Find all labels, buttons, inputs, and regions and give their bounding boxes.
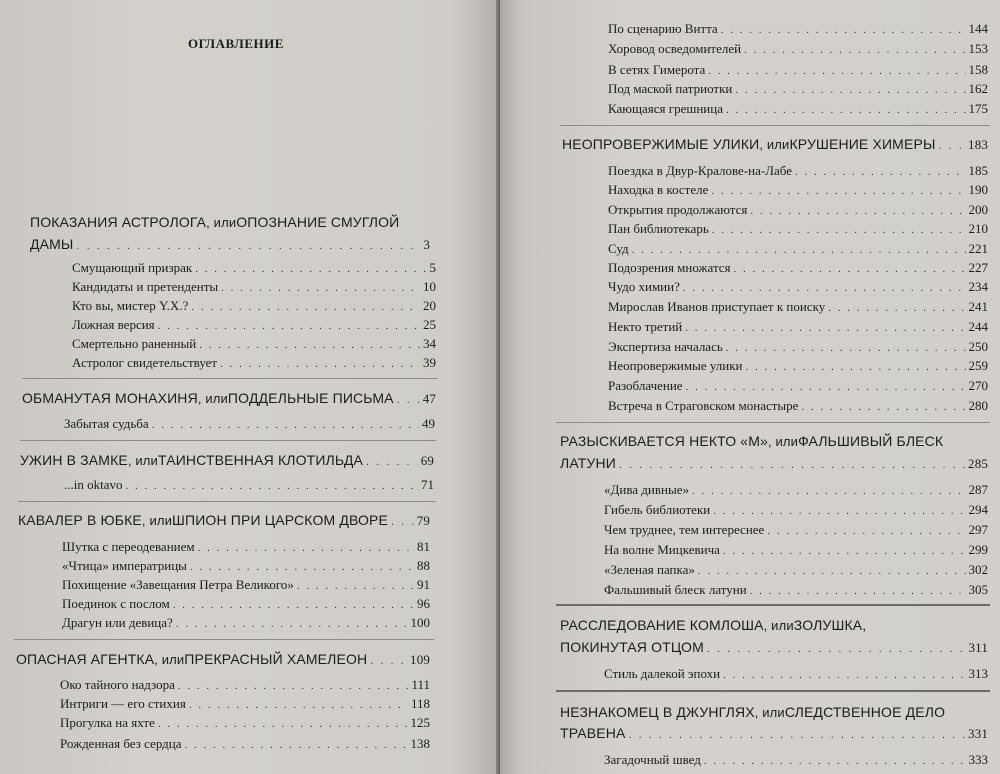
leader-dots xyxy=(185,740,408,751)
chapter-7-entry xyxy=(560,456,988,471)
toc-entry xyxy=(608,63,988,77)
entry-title: Драгун или девица? xyxy=(62,615,173,630)
chapter-3-title-a: УЖИН В ЗАМКЕ xyxy=(20,452,128,468)
leader-dots xyxy=(297,581,414,592)
leader-dots xyxy=(828,303,965,314)
toc-entry xyxy=(608,22,988,36)
entry-title: Чем труднее, тем интереснее xyxy=(604,522,765,537)
chapter-9-title-line1 xyxy=(560,705,988,719)
entry-page: 200 xyxy=(968,202,988,217)
entry-title: Некто третий xyxy=(608,319,683,334)
entry-title: ...in oktavo xyxy=(64,477,123,492)
chapter-4-title-b: ШПИОН ПРИ ЦАРСКОМ ДВОРЕ xyxy=(172,512,389,528)
chapter-5-page: 109 xyxy=(410,652,430,667)
chapter-2-entry xyxy=(22,391,436,406)
entry-page: 71 xyxy=(421,477,434,492)
toc-entry xyxy=(608,82,988,96)
chapter-8-title-a: РАССЛЕДОВАНИЕ КОМЛОША xyxy=(560,617,764,633)
chapter-3-ili: , или xyxy=(127,453,158,468)
toc-entry xyxy=(608,183,988,197)
toc-entry xyxy=(608,300,988,314)
toc-entry xyxy=(604,543,988,557)
entry-page: 299 xyxy=(968,542,988,557)
entry-title: На волне Мицкевича xyxy=(604,542,720,557)
entry-page: 153 xyxy=(968,41,988,56)
entry-page: 162 xyxy=(968,81,988,96)
section-rule xyxy=(556,422,990,423)
entry-title: «Чтица» императрицы xyxy=(62,558,187,573)
leader-dots xyxy=(628,730,965,741)
toc-entry xyxy=(60,697,430,711)
leader-dots xyxy=(686,382,966,393)
entry-page: 227 xyxy=(968,260,988,275)
leader-dots xyxy=(176,619,408,630)
entry-page: 313 xyxy=(968,666,988,681)
leader-dots xyxy=(221,283,420,294)
entry-page: 81 xyxy=(417,539,430,554)
leader-dots xyxy=(744,45,965,56)
toc-entry xyxy=(604,503,988,517)
toc-entry xyxy=(608,242,988,256)
entry-page: 190 xyxy=(968,182,988,197)
toc-entry xyxy=(608,102,988,116)
entry-page: 185 xyxy=(968,163,988,178)
entry-title: Кто вы, мистер Y.X.? xyxy=(72,298,189,313)
chapter-8-title-b: ЗОЛУШКА, xyxy=(793,617,867,633)
entry-page: 34 xyxy=(423,336,436,351)
chapter-6-title-b: КРУШЕНИЕ ХИМЕРЫ xyxy=(789,136,936,152)
leader-dots xyxy=(723,546,966,557)
chapter-9-title-a: НЕЗНАКОМЕЦ В ДЖУНГЛЯХ xyxy=(560,704,755,720)
entry-title: Кающаяся грешница xyxy=(608,101,723,116)
entry-title: Кандидаты и претенденты xyxy=(72,279,219,294)
chapter-4-ili: , или xyxy=(141,513,173,528)
entry-page: 244 xyxy=(968,319,988,334)
section-rule xyxy=(556,690,990,692)
leader-dots xyxy=(178,681,409,692)
entry-title: По сценарию Витта xyxy=(608,21,718,36)
entry-title: Поединок с послом xyxy=(62,596,170,611)
chapter-9-title-b: СЛЕДСТВЕННОЕ ДЕЛО xyxy=(784,704,946,720)
entry-page: 302 xyxy=(968,562,988,577)
toc-entry xyxy=(72,337,436,351)
chapter-1-entry xyxy=(30,237,430,252)
entry-page: 333 xyxy=(968,752,988,767)
leader-dots xyxy=(199,340,420,351)
entry-title: Пан библиотекарь xyxy=(608,221,709,236)
entry-title: Фальшивый блеск латуни xyxy=(604,582,747,597)
leader-dots xyxy=(391,517,414,528)
entry-page: 158 xyxy=(968,62,988,77)
leader-dots xyxy=(632,245,966,256)
chapter-1-ili: , или xyxy=(206,215,237,230)
entry-page: 91 xyxy=(417,577,430,592)
chapter-9-entry xyxy=(560,726,988,741)
toc-entry xyxy=(608,222,988,236)
entry-page: 241 xyxy=(968,299,988,314)
leader-dots xyxy=(704,756,966,767)
toc-entry xyxy=(72,299,436,313)
entry-page: 138 xyxy=(410,736,430,751)
toc-entry xyxy=(72,261,436,275)
entry-page: 25 xyxy=(423,317,436,332)
entry-title: Интриги — его стихия xyxy=(60,696,186,711)
entry-page: 221 xyxy=(968,241,988,256)
leader-dots xyxy=(191,302,420,313)
entry-page: 297 xyxy=(968,522,988,537)
chapter-2-page: 47 xyxy=(422,391,436,406)
toc-entry xyxy=(604,753,988,767)
entry-title: Астролог свидетельствует xyxy=(72,355,218,370)
leader-dots xyxy=(698,566,966,577)
leader-dots xyxy=(801,402,965,413)
chapter-4-page: 79 xyxy=(416,513,430,528)
leader-dots xyxy=(726,343,966,354)
chapter-1-title-line1 xyxy=(30,215,410,229)
entry-page: 10 xyxy=(423,279,436,294)
chapter-9-ili: , или xyxy=(754,705,785,720)
toc-entry xyxy=(72,318,436,332)
chapter-3-entry xyxy=(20,453,434,468)
toc-entry xyxy=(608,320,988,334)
leader-dots xyxy=(723,670,965,681)
entry-title: Стиль далекой эпохи xyxy=(604,666,721,681)
chapter-9-page: 331 xyxy=(968,726,988,741)
leader-dots xyxy=(152,420,419,431)
chapter-1-title-b2: ДАМЫ xyxy=(30,236,74,252)
toc-entry xyxy=(608,42,988,56)
chapter-5-entry xyxy=(16,652,430,667)
toc-entry xyxy=(608,261,988,275)
leader-dots xyxy=(938,141,965,152)
toc-entry xyxy=(608,399,988,413)
entry-title: Разоблачение xyxy=(608,378,683,393)
entry-title: Загадочный швед xyxy=(604,752,701,767)
entry-title: Находка в костеле xyxy=(608,182,709,197)
entry-page: 5 xyxy=(429,260,436,275)
entry-title: Рожденная без сердца xyxy=(60,736,182,751)
entry-title: Око тайного надзора xyxy=(60,677,175,692)
entry-page: 280 xyxy=(968,398,988,413)
chapter-8-page: 311 xyxy=(968,640,988,655)
chapter-7-title-b: ФАЛЬШИВЫЙ БЛЕСК xyxy=(798,433,944,449)
leader-dots xyxy=(195,264,426,275)
chapter-6-ili: , или xyxy=(759,137,790,152)
leader-dots xyxy=(619,460,965,471)
entry-title: «Дива дивные» xyxy=(604,482,689,497)
toc-entry xyxy=(62,578,430,592)
chapter-5-title-a: ОПАСНАЯ АГЕНТКА xyxy=(16,651,155,667)
entry-page: 210 xyxy=(968,221,988,236)
leader-dots xyxy=(366,457,418,468)
chapter-1-title-b: ОПОЗНАНИЕ СМУГЛОЙ xyxy=(236,214,400,230)
entry-page: 111 xyxy=(411,677,430,692)
entry-title: Встреча в Страговском монастыре xyxy=(608,398,799,413)
entry-title: Открытия продолжаются xyxy=(608,202,748,217)
entry-page: 39 xyxy=(423,355,436,370)
leader-dots xyxy=(734,264,966,275)
chapter-7-title-a: РАЗЫСКИВАЕТСЯ НЕКТО «М» xyxy=(560,433,768,449)
entry-page: 88 xyxy=(417,558,430,573)
leader-dots xyxy=(198,543,414,554)
entry-title: В сетях Гимерота xyxy=(608,62,706,77)
entry-page: 270 xyxy=(968,378,988,393)
chapter-5-title-b: ПРЕКРАСНЫЙ ХАМЕЛЕОН xyxy=(184,651,368,667)
entry-title: Ложная версия xyxy=(72,317,155,332)
entry-page: 175 xyxy=(968,101,988,116)
leader-dots xyxy=(712,225,966,236)
entry-page: 287 xyxy=(968,482,988,497)
entry-title: Смертельно раненный xyxy=(72,336,197,351)
entry-title: Смущающий призрак xyxy=(72,260,193,275)
toc-entry xyxy=(60,678,430,692)
toc-entry xyxy=(62,616,430,630)
chapter-3-page: 69 xyxy=(420,453,434,468)
toc-entry xyxy=(64,478,434,492)
toc-entry xyxy=(72,280,436,294)
chapter-6-title-a: НЕОПРОВЕРЖИМЫЕ УЛИКИ xyxy=(562,136,760,152)
section-rule xyxy=(20,440,436,441)
entry-title: Чудо химии? xyxy=(608,279,680,294)
chapter-6-page: 183 xyxy=(968,137,988,152)
leader-dots xyxy=(707,644,966,655)
entry-title: Прогулка на яхте xyxy=(60,715,155,730)
toc-entry xyxy=(608,164,988,178)
entry-title: Забытая судьба xyxy=(64,416,149,431)
section-rule xyxy=(560,125,990,126)
right-page xyxy=(500,0,1000,774)
entry-page: 49 xyxy=(422,416,435,431)
chapter-7-ili: , или xyxy=(767,434,799,449)
leader-dots xyxy=(685,323,965,334)
toc-entry xyxy=(62,540,430,554)
chapter-8-title-line1 xyxy=(560,618,988,632)
leader-dots xyxy=(735,85,965,96)
entry-page: 294 xyxy=(968,502,988,517)
toc-entry xyxy=(62,559,430,573)
leader-dots xyxy=(683,283,966,294)
toc-entry xyxy=(608,379,988,393)
toc-entry xyxy=(608,340,988,354)
leader-dots xyxy=(158,321,420,332)
entry-page: 20 xyxy=(423,298,436,313)
chapter-2-ili: , или xyxy=(197,391,228,406)
leader-dots xyxy=(795,167,966,178)
leader-dots xyxy=(746,362,966,373)
entry-page: 259 xyxy=(968,358,988,373)
entry-title: Гибель библиотеки xyxy=(604,502,711,517)
chapter-3-title-b: ТАИНСТВЕННАЯ КЛОТИЛЬДА xyxy=(157,452,364,468)
leader-dots xyxy=(190,562,414,573)
entry-page: 100 xyxy=(410,615,430,630)
entry-title: Под маской патриотки xyxy=(608,81,733,96)
leader-dots xyxy=(158,719,408,730)
leader-dots xyxy=(708,66,965,77)
leader-dots xyxy=(750,206,965,217)
leader-dots xyxy=(726,105,966,116)
entry-title: Поездка в Двур-Кралове-на-Лабе xyxy=(608,163,792,178)
toc-entry xyxy=(604,667,988,681)
leader-dots xyxy=(220,359,420,370)
toc-entry xyxy=(604,563,988,577)
chapter-8-ili: , или xyxy=(763,618,794,633)
section-rule xyxy=(14,639,434,640)
entry-page: 250 xyxy=(968,339,988,354)
toc-entry xyxy=(604,583,988,597)
toc-entry xyxy=(604,483,988,497)
leader-dots xyxy=(173,600,414,611)
leader-dots xyxy=(713,506,965,517)
entry-page: 144 xyxy=(968,21,988,36)
entry-page: 125 xyxy=(410,715,430,730)
chapter-8-entry xyxy=(560,640,988,655)
chapter-5-ili: , или xyxy=(154,652,185,667)
leader-dots xyxy=(126,481,419,492)
leader-dots xyxy=(711,186,965,197)
chapter-1-title-a: ПОКАЗАНИЯ АСТРОЛОГА xyxy=(30,214,207,230)
leader-dots xyxy=(692,486,966,497)
chapter-8-title-b2: ПОКИНУТАЯ ОТЦОМ xyxy=(560,639,704,655)
chapter-4-title-a: КАВАЛЕР В ЮБКЕ xyxy=(18,512,142,528)
chapter-1-page: 3 xyxy=(423,237,430,252)
leader-dots xyxy=(189,700,408,711)
toc-entry xyxy=(608,359,988,373)
leader-dots xyxy=(767,526,965,537)
entry-title: Неопровержимые улики xyxy=(608,358,743,373)
entry-page: 118 xyxy=(410,696,430,711)
entry-title: Мирослав Иванов приступает к поиску xyxy=(608,299,826,314)
entry-title: Хоровод осведомителей xyxy=(608,41,742,56)
entry-page: 305 xyxy=(968,582,988,597)
toc-entry xyxy=(62,597,430,611)
toc-entry xyxy=(608,280,988,294)
entry-page: 234 xyxy=(968,279,988,294)
entry-title: Подозрения множатся xyxy=(608,260,731,275)
chapter-2-title-a: ОБМАНУТАЯ МОНАХИНЯ xyxy=(22,390,198,406)
chapter-4-entry xyxy=(18,513,430,528)
leader-dots xyxy=(397,395,420,406)
chapter-6-entry xyxy=(562,137,988,152)
entry-page: 96 xyxy=(417,596,430,611)
section-rule xyxy=(18,501,436,502)
chapter-2-title-b: ПОДДЕЛЬНЫЕ ПИСЬМА xyxy=(227,390,394,406)
toc-entry xyxy=(60,737,430,751)
entry-title: Похищение «Завещания Петра Великого» xyxy=(62,577,294,592)
chapter-9-title-b2: ТРАВЕНА xyxy=(560,725,626,741)
toc-entry xyxy=(608,203,988,217)
toc-entry xyxy=(604,523,988,537)
toc-heading: ОГЛАВЛЕНИЕ xyxy=(188,36,284,51)
section-rule xyxy=(556,604,990,606)
leader-dots xyxy=(721,25,966,36)
leader-dots xyxy=(76,241,420,252)
chapter-7-title-line1 xyxy=(560,434,980,448)
toc-entry xyxy=(64,417,435,431)
entry-title: Суд xyxy=(608,241,629,256)
section-rule xyxy=(22,378,438,379)
leader-dots xyxy=(750,586,966,597)
chapter-7-title-b2: ЛАТУНИ xyxy=(560,455,616,471)
entry-title: Экспертиза началась xyxy=(608,339,723,354)
entry-title: «Зеленая папка» xyxy=(604,562,695,577)
toc-entry xyxy=(60,716,430,730)
chapter-7-page: 285 xyxy=(968,456,988,471)
entry-title: Шутка с переодеванием xyxy=(62,539,195,554)
leader-dots xyxy=(370,656,407,667)
toc-entry xyxy=(72,356,436,370)
